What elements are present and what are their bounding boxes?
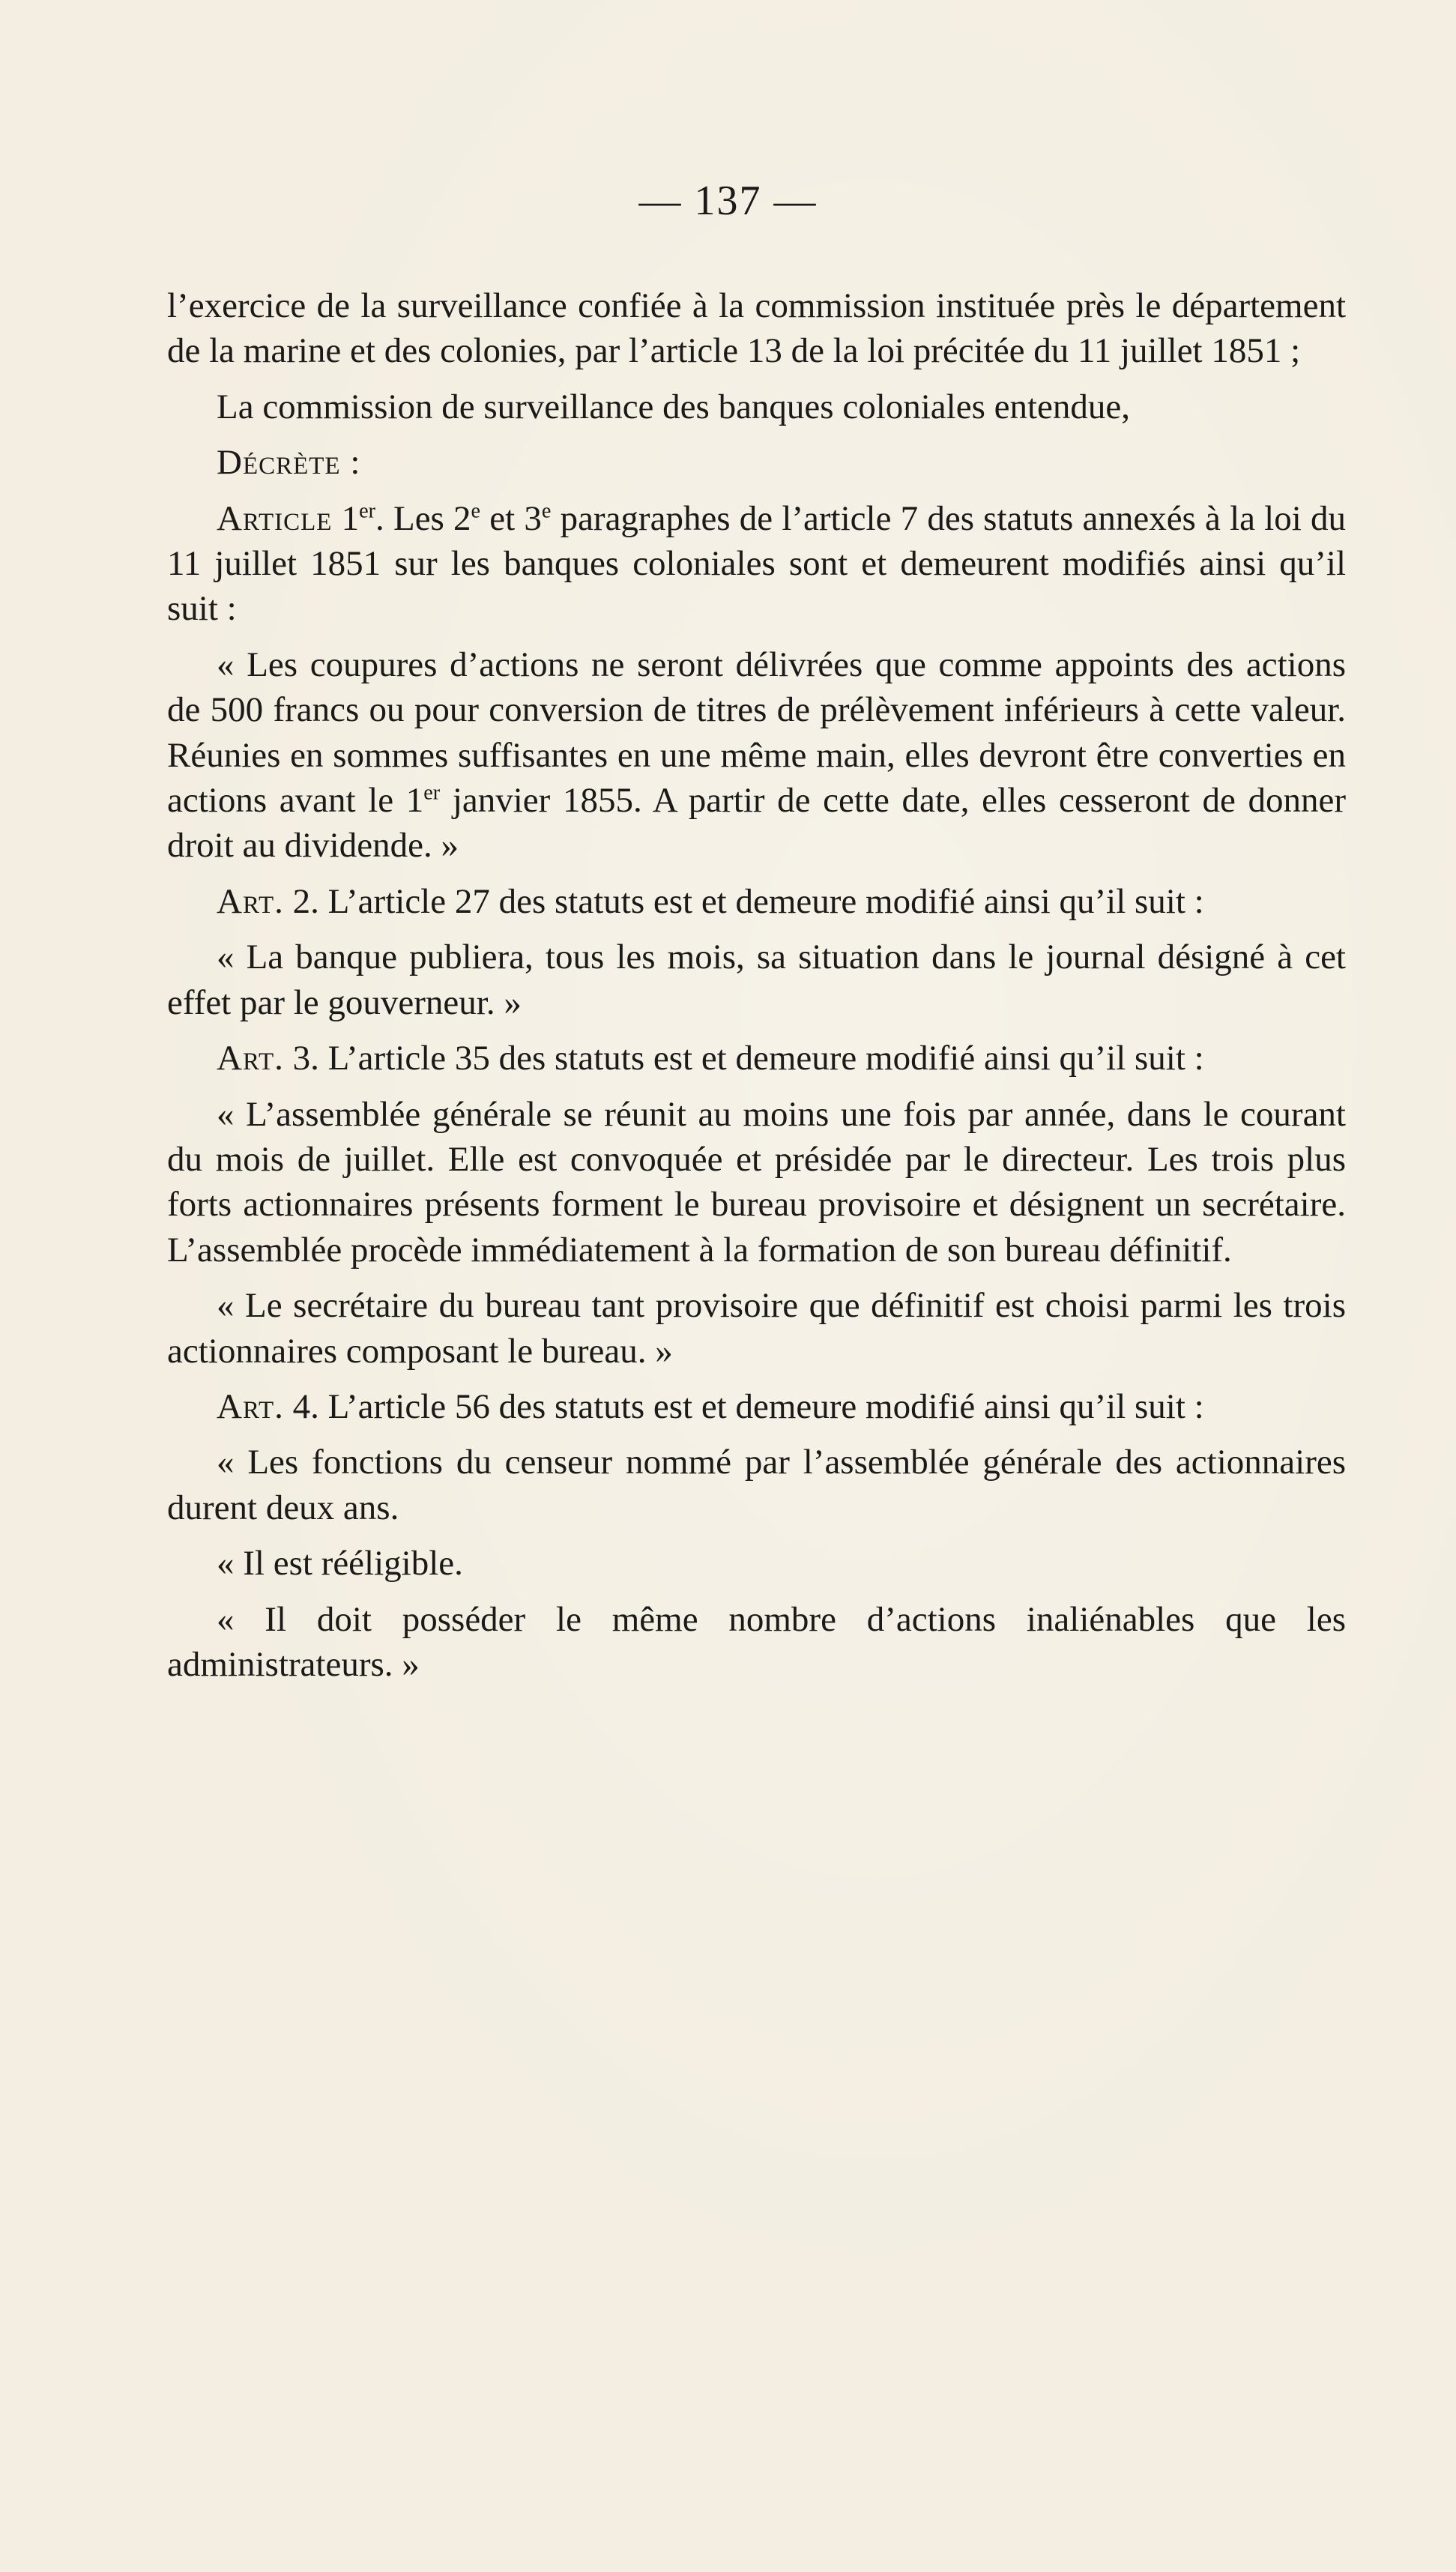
paragraph-quote-secretaire: « Le secrétaire du bureau tant provisoire que définitif est choisi parmi les trois actionnaires composant le bureau. » — [167, 1286, 1346, 1371]
quote-coupures-b: janvier 1855. A partir de cette date, elles cesseront de donner droit au dividende. » — [167, 781, 1346, 866]
paragraph-article-1 — [167, 496, 1346, 632]
paragraph-quote-reeligible: « Il est rééligible. — [217, 1544, 463, 1584]
article-1-text-b: et 3 — [480, 498, 542, 538]
article-2-text: 2. L’article 27 des statuts est et demeure modifié ainsi qu’il suit : — [283, 881, 1204, 921]
article-1-sup-a: e — [471, 498, 481, 522]
article-1-sup-b: e — [541, 498, 552, 522]
paragraph-quote-censeur: « Les fonctions du censeur nommé par l’assemblée générale des actionnaires durent deux ans. — [167, 1443, 1346, 1527]
article-1-number-sup: er — [359, 498, 376, 522]
paragraph-decree-heading — [167, 440, 1346, 485]
paragraph-article-3 — [167, 1036, 1346, 1081]
paragraph-article-4 — [167, 1384, 1346, 1429]
paragraph-intro: l’exercice de la surveillance confiée à la commission instituée près le département de la marine et des colonies, par l’article 13 de la loi précitée du 11 juillet 1851 ; — [167, 286, 1346, 371]
article-4-label: Art. — [217, 1386, 284, 1426]
article-1-text-a: . Les 2 — [375, 498, 471, 538]
article-1-label: Article — [217, 498, 333, 538]
article-3-text: 3. L’article 35 des statuts est et demeure modifié ainsi qu’il suit : — [283, 1039, 1204, 1078]
article-2-label: Art. — [217, 881, 284, 921]
quote-coupures-sup: er — [423, 781, 441, 805]
paragraph-quote-actions: « Il doit posséder le même nombre d’actions inaliénables que les administrateurs. » — [167, 1599, 1346, 1684]
page-number: — 137 — — [638, 178, 818, 224]
page-text — [167, 283, 1346, 1687]
paragraph-commission: La commission de surveillance des banques coloniales entendue, — [217, 387, 1131, 426]
article-1-number: 1 — [341, 498, 360, 538]
paragraph-quote-banque: « La banque publiera, tous les mois, sa situation dans le journal désigné à cet effet par le gouverneur. » — [167, 938, 1346, 1022]
paragraph-quote-coupures — [167, 642, 1346, 869]
article-1-text-c: paragraphes de l’article 7 des statuts annexés à la loi du 11 juillet 1851 sur les banques coloniales sont et demeurent modifiés ainsi qu’il suit : — [167, 498, 1346, 629]
quote-coupures-a: « Les coupures d’actions ne seront délivrées que comme appoints des actions de 500 francs ou pour conversion de titres de prélèvement inférieurs à cette valeur. Réunies en sommes suffisantes en une même main, elles devront être converties en actions avant le 1 — [167, 644, 1346, 821]
decree-label: Décrète : — [217, 443, 361, 483]
paragraph-quote-assemblee: « L’assemblée générale se réunit au moins une fois par année, dans le courant du mois de juillet. Elle est convoquée et présidée par le directeur. Les trois plus forts actionnaires présents forment le bureau provisoire et désignent un secrétaire. L’assemblée procède immédiatement à la formation de son bureau définitif. — [167, 1094, 1346, 1270]
paragraph-article-2 — [167, 879, 1346, 924]
article-3-label: Art. — [217, 1039, 284, 1078]
article-4-text: 4. L’article 56 des statuts est et demeure modifié ainsi qu’il suit : — [283, 1386, 1204, 1426]
